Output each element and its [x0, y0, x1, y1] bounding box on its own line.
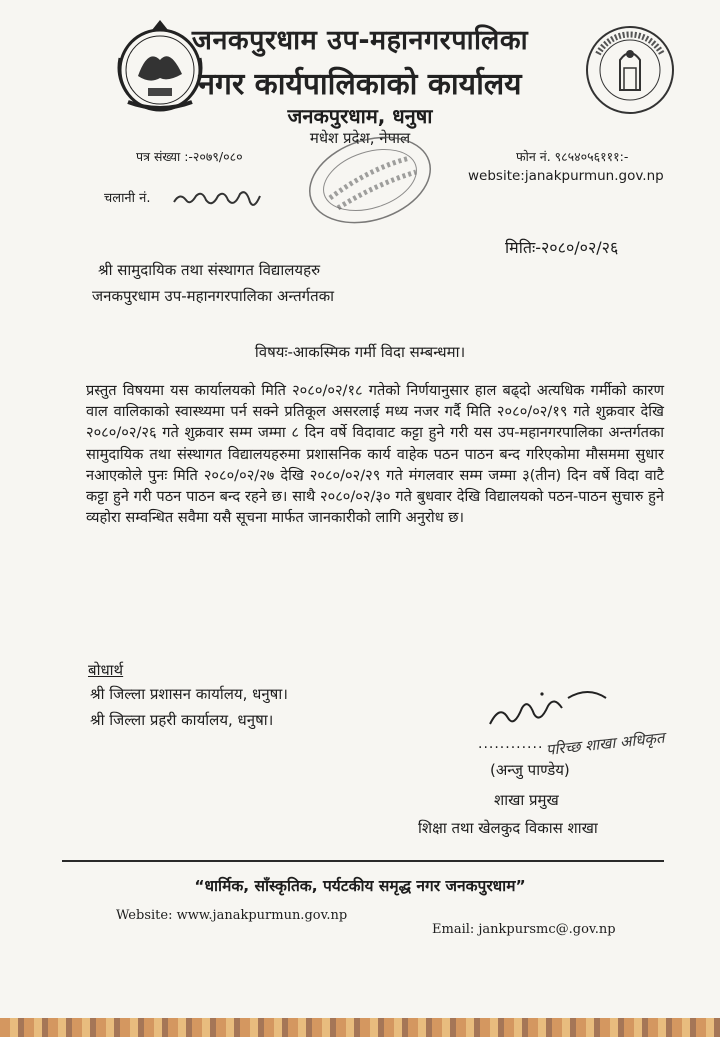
office-province: मधेश प्रदेश, नेपाल — [309, 129, 411, 147]
chalani-label: चलानी नं. — [104, 191, 151, 206]
footer-website: Website: www.janakpurmun.gov.np — [116, 908, 348, 923]
cc-recipient-1: श्री जिल्ला प्रशासन कार्यालय, धनुषा। — [90, 685, 288, 703]
letter-subject: विषयः-आकस्मिक गर्मी विदा सम्बन्धमा। — [254, 343, 466, 361]
phone-number: फोन नं. ९८५४०५६१११:- — [516, 149, 629, 164]
signature-icon — [484, 684, 614, 740]
footer-divider — [62, 860, 664, 862]
letter-body: प्रस्तुत विषयमा यस कार्यालयको मिति २०८०/०२/१८ गतेको निर्णयानुसार हाल बढ्दो अत्यधिक गर्मीको कारण वाल वालिकाको स्वास्थ्यमा पर्न सक्ने प्रतिकूल असरलाई मध्य नजर गर्दै मिति २०८०/०२/१९ गते शुक्रवार देखि २०८०/०२/२६ गते शुक्रवार सम्म जम्मा ८ दिन वर्षे विदावाट कट्टा हुने गरी यस उप-महानगरपालिका अन्तर्गतका सामुदायिक तथा संस्थागत विद्यालयहरुमा प्रशासनिक कार्य वाहेक पठन पाठन बन्द गरिएकोमा मौसममा सुधार नआएकोले पुनः मिति २०८०/०२/२७ देखि २०८०/०२/२९ गते मंगलवार सम्म जम्मा ३(तीन) दिन वर्षे विदा वाटै कट्टा हुने गरी पठन पाठन बन्द रहने छ। साथै २०८०/०२/३० गते बुधवार देखि विद्यालयको पठन-पाठन सुचारु हुने व्यहोरा सम्वन्धित सवैमा यसै सूचना मार्फत जानकारीको लागि अनुरोध छ। — [86, 382, 664, 527]
cc-recipient-2: श्री जिल्ला प्रहरी कार्यालय, धनुषा। — [90, 711, 274, 729]
footer-email: Email: jankpursmc@.gov.np — [432, 922, 616, 937]
signature-line: ............ — [478, 736, 544, 752]
recipient-line-1: श्री सामुदायिक तथा संस्थागत विद्यालयहरु — [98, 261, 321, 279]
office-title: नगर कार्यपालिकाको कार्यालय — [198, 67, 522, 102]
letter-date: मितिः-२०८०/०२/२६ — [505, 238, 619, 257]
office-name: जनकपुरधाम उप-महानगरपालिका — [191, 25, 529, 56]
signature-handwritten-title: परिच्छ शाखा अधिकृत — [545, 728, 666, 759]
office-stamp-icon — [290, 128, 460, 228]
decorative-border — [0, 1018, 720, 1037]
recipient-line-2: जनकपुरधाम उप-महानगरपालिका अन्तर्गतका — [92, 287, 335, 305]
office-city: जनकपुरधाम, धनुषा — [287, 104, 433, 128]
signatory-name: (अन्जु पाण्डेय) — [490, 761, 570, 779]
footer-motto: “धार्मिक, साँस्कृतिक, पर्यटकीय समृद्ध नगर जनकपुरधाम” — [194, 877, 526, 895]
signatory-post: शाखा प्रमुख — [494, 791, 559, 809]
cc-heading: बोधार्थ — [88, 661, 124, 679]
website-header: website:janakpurmun.gov.np — [468, 168, 664, 184]
signatory-department: शिक्षा तथा खेलकुद विकास शाखा — [418, 819, 598, 837]
reference-number: पत्र संख्या :-२०७९/०८० — [136, 149, 243, 164]
handwritten-chalani-number — [168, 184, 268, 214]
